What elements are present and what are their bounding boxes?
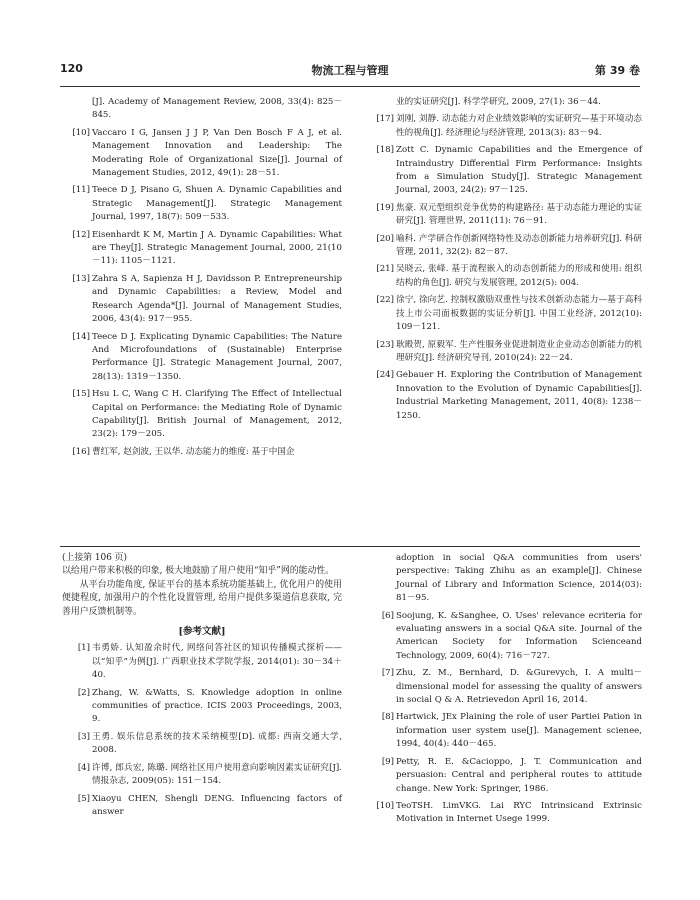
reference-number: [3]: [77, 731, 90, 742]
reference-number: [16]: [72, 446, 90, 457]
reference-item: [62, 731, 342, 758]
reference-item: [62, 642, 342, 682]
reference-item: [366, 800, 642, 827]
reference-text: Hsu L C, Wang C H. Clarifying The Effect of Intellectual Capital on Performance: the Mediating Role of Dynamic Capability[J]. British Journal of Management, 2012, 23(2): 179－205.: [92, 389, 342, 440]
reference-number: [6]: [381, 610, 394, 621]
reference-text: Petty, R. E. &Cacioppo, J. T. Communication and persuasion: Central and peripheral routes to attitude change. New York: Springer, 1986.: [396, 756, 642, 794]
reference-text: 喻科. 产学研合作创新网络特性及动态创新能力培养研究[J]. 科研管理, 2011, 32(2): 82－87.: [396, 233, 642, 258]
reference-number: [8]: [381, 712, 394, 723]
reference-item: [62, 687, 342, 727]
reference-item: [62, 96, 342, 123]
page-number: 120: [60, 62, 83, 75]
references-left-column: [62, 96, 342, 463]
reference-item: [366, 756, 642, 796]
page-header: [60, 62, 640, 82]
reference-item: [62, 331, 342, 385]
reference-item: [62, 388, 342, 442]
reference-number: [14]: [72, 331, 90, 342]
reference-item: [366, 113, 642, 140]
reference-item: [366, 202, 642, 229]
reference-text: 许博, 郎兵宏, 陈璐. 网络社区用户使用意向影响因素实证研究[J]. 情报杂志, 2009(05): 151－154.: [92, 762, 342, 787]
reference-number: [5]: [77, 793, 90, 804]
body-paragraph: 以给用户带来积极的印象, 极大地鼓励了用户使用“知乎”网的能动性。: [62, 566, 335, 577]
reference-number: [9]: [381, 756, 394, 767]
reference-number: [10]: [376, 800, 394, 811]
reference-item: [366, 552, 642, 606]
reference-text: Xiaoyu CHEN, Shengli DENG. Influencing factors of answer: [92, 793, 342, 817]
reference-item: [366, 96, 642, 109]
reference-number: [10]: [72, 127, 90, 138]
reference-text: 刘刚, 刘静. 动态能力对企业绩效影响的实证研究—基于环境动态性的视角[J]. 经济理论与经济管理, 2013(3): 83－94.: [396, 114, 642, 138]
reference-text: 吴晓云, 张峰. 基于流程嵌入的动态创新能力的形成和使用: 组织结构的角色[J]. 研究与发展管理, 2012(5): 004.: [396, 264, 642, 288]
reference-item: [366, 144, 642, 198]
reference-item: [366, 233, 642, 260]
reference-item: [366, 369, 642, 423]
reference-text: Eisenhardt K M, Martin J A. Dynamic Capabilities: What are They[J]. Strategic Management Journal, 2000, 21(10－11): 1105－1121.: [92, 229, 342, 267]
reference-text: Zahra S A, Sapienza H J, Davidsson P. Entrepreneurship and Dynamic Capabilities: a Review, Model and Research Agenda*[J]. Journal of Management Studies, 2006, 43(4): 917－955.: [92, 273, 342, 325]
reference-item: [62, 762, 342, 789]
reference-number: [21]: [376, 264, 394, 275]
reference-text: Zott C. Dynamic Capabilities and the Emergence of Intraindustry Differential Firm Performance: Insights from a Simulation Study[J]. Strategic Management Journal, 2003, 24(2): 97－125.: [396, 145, 642, 196]
volume-label: 第 39 卷: [595, 64, 640, 77]
reference-item: [366, 339, 642, 366]
reference-number: [2]: [77, 687, 90, 698]
reference-text: 王勇. 娱乐信息系统的技术采纳模型[D]. 成都: 西南交通大学, 2008.: [92, 731, 342, 756]
reference-item: [62, 446, 342, 459]
reference-number: [18]: [376, 145, 394, 156]
reference-text: Zhu, Z. M., Bernhard, D. &Gurevych, I. A multi－dimensional model for assessing the quality of answers in social Q & A. Retrievedon April 16, 2014.: [396, 668, 642, 706]
reference-text: [J]. Academy of Management Review, 2008, 33(4): 825－845.: [92, 97, 342, 121]
reference-item: [366, 263, 642, 290]
references-list: [62, 642, 342, 819]
reference-number: [15]: [72, 389, 90, 400]
reference-number: [22]: [376, 295, 394, 306]
reference-item: [62, 273, 342, 327]
reference-number: [1]: [77, 643, 90, 654]
reference-text: adoption in social Q&A communities from users' perspective: Taking Zhihu as an example[J]. Chinese Journal of Library and Information Science, 2014(03): 81－95.: [396, 553, 642, 604]
reference-number: [13]: [72, 273, 90, 284]
reference-number: [24]: [376, 370, 394, 381]
journal-title: 物流工程与管理: [311, 64, 389, 77]
reference-text: 曹红军, 赵剑波, 王以华. 动态能力的维度: 基于中国企: [92, 446, 295, 457]
reference-item: [62, 127, 342, 181]
reference-text: 徐宁, 徐向艺. 控制权激励双重性与技术创新动态能力—基于高科技上市公司面板数据的实证分析[J]. 中国工业经济, 2012(10): 109－121.: [396, 295, 642, 333]
references-heading: [参考文献]: [178, 626, 226, 638]
reference-item: [62, 793, 342, 820]
reference-number: [20]: [376, 233, 394, 244]
reference-item: [366, 294, 642, 334]
reference-item: [366, 711, 642, 751]
header-rule: [60, 86, 640, 87]
reference-text: Vaccaro I G, Jansen J J P, Van Den Bosch F A J, et al. Management Innovation and Leadership: The Moderating Role of Organizational Size[J]. Journal of Management Studies, 2012, 49(1): 28－51.: [92, 127, 342, 179]
reference-number: [23]: [376, 339, 394, 350]
reference-text: Soojung, K. &Sanghee, O. Uses' relevance ecriteria for evaluating answers in a social Q&A site. Journal of the American Society for Information Scienceand Technology, 2009, 60(4): 716－727.: [396, 610, 642, 661]
reference-text: 焦豪. 双元型组织竞争优势的构建路径: 基于动态能力理论的实证研究[J]. 管理世界, 2011(11): 76－91.: [396, 202, 642, 227]
continued-from-note: (上接第 106 页): [62, 553, 128, 563]
body-paragraph: 从平台功能角度, 保证平台的基本系统功能基础上, 优化用户的使用便捷程度, 加强用户的个性化设置管理, 给用户提供多渠道信息获取, 完善用户反馈机制等。: [62, 579, 342, 617]
references-right-column: [366, 96, 642, 427]
reference-text: Zhang, W. &Watts, S. Knowledge adoption in online communities of practice. ICIS 2003 Proceedings, 2003, 9.: [92, 687, 342, 725]
reference-item: [62, 229, 342, 269]
reference-number: [4]: [77, 762, 90, 773]
reference-text: Hartwick, JEx Plaining the role of user Partiei Pation in information user system use[J]. Management scienee, 1994, 40(4): 440－465.: [396, 712, 642, 750]
reference-number: [17]: [376, 114, 394, 125]
reference-number: [19]: [376, 202, 394, 213]
section-divider: [60, 546, 640, 547]
reference-number: [7]: [381, 668, 394, 679]
article-continuation: [62, 552, 342, 823]
reference-number: [11]: [72, 185, 90, 196]
reference-text: 业的实证研究[J]. 科学学研究, 2009, 27(1): 36－44.: [396, 97, 601, 107]
reference-item: [366, 667, 642, 707]
reference-text: Teece D J, Pisano G, Shuen A. Dynamic Capabilities and Strategic Management[J]. Strategic Management Journal, 1997, 18(7): 509－533.: [92, 185, 342, 223]
reference-number: [12]: [72, 229, 90, 240]
reference-text: 耿殿贺, 原毅军. 生产性服务业促进制造业企业动态创新能力的机理研究[J]. 经济研究导刊, 2010(24): 22－24.: [396, 339, 642, 363]
reference-item: [366, 610, 642, 664]
reference-text: 韦勇娇. 认知盈余时代, 网络问答社区的知识传播模式探析——以“知乎”为例[J]. 广西职业技术学院学报, 2014(01): 30－34＋40.: [92, 643, 342, 681]
reference-text: Teece D J. Explicating Dynamic Capabilities: The Nature And Microfoundations of (Sustainable) Enterprise Performance [J]. Strategic Management Journal, 2007, 28(13): 1319－1350.: [92, 331, 342, 382]
reference-text: Gebauer H. Exploring the Contribution of Management Innovation to the Evolution of Dynamic Capabilities[J]. Industrial Marketing Management, 2011, 40(8): 1238－1250.: [396, 370, 642, 421]
references-right-column-bottom: [366, 552, 642, 831]
reference-item: [62, 184, 342, 224]
reference-text: TeoTSH. LimVKG. Lai RYC Intrinsicand Extrinsic Motivation in Internet Usege 1999.: [396, 800, 642, 825]
